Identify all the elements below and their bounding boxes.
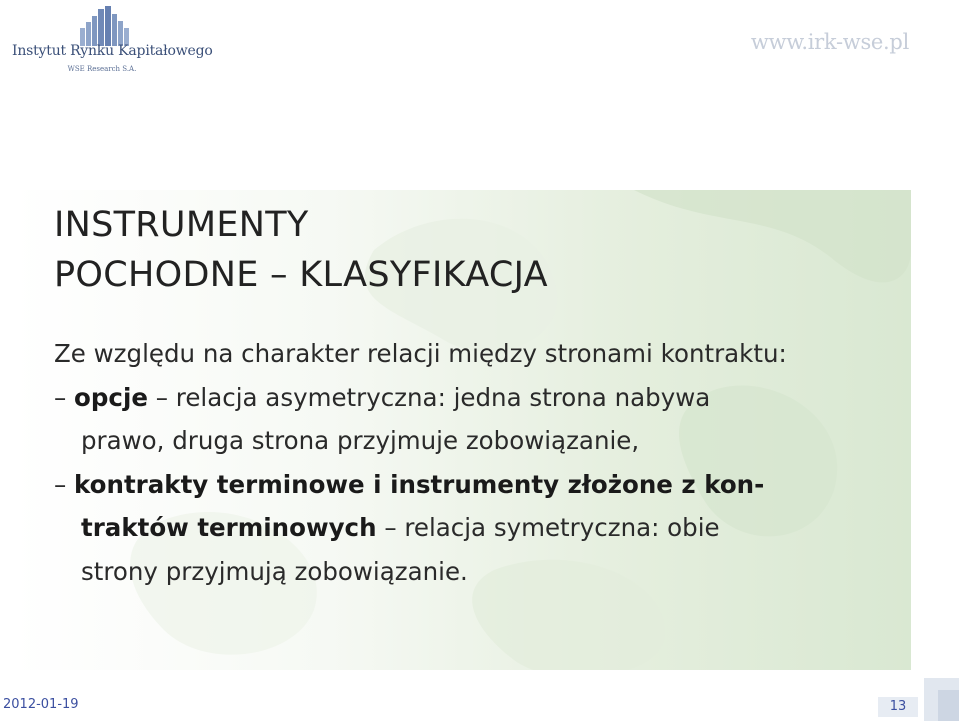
list-dash: – <box>54 382 67 412</box>
term-forwards-continued: traktów terminowych <box>81 513 377 542</box>
term-options: opcje <box>74 382 148 412</box>
logo-name: Instytut Rynku Kapitałowego <box>12 43 213 59</box>
site-url: www.irk-wse.pl <box>750 30 909 54</box>
slide-title-line-1: INSTRUMENTY <box>54 205 309 245</box>
forwards-relation: – relacja symetryczna: obie <box>384 513 720 542</box>
list-item-options <box>54 376 787 420</box>
slide-title <box>54 200 548 300</box>
slide-body <box>54 332 787 593</box>
slide-panel <box>14 190 911 670</box>
term-forwards: kontrakty terminowe i instrumenty złożone z kon- <box>74 469 765 499</box>
corner-decoration-inner <box>938 690 959 721</box>
logo-subtitle: WSE Research S.A. <box>67 65 137 73</box>
list-item-forwards <box>54 463 787 507</box>
irk-logo <box>12 6 213 80</box>
page-number: 13 <box>878 697 918 717</box>
options-description: – relacja asymetryczna: jedna strona nabywa <box>155 382 711 412</box>
buildings-logo-icon <box>78 6 130 46</box>
list-dash: – <box>54 469 67 499</box>
slide-title-line-2: POCHODNE – KLASYFIKACJA <box>54 255 548 295</box>
forwards-description <box>54 506 787 550</box>
options-description-continued: prawo, druga strona przyjmuje zobowiązanie, <box>81 426 640 455</box>
forwards-description-continued: strony przyjmują zobowiązanie. <box>81 556 468 586</box>
footer-date: 2012-01-19 <box>3 697 79 712</box>
intro-text: Ze względu na charakter relacji między stronami kontraktu: <box>54 339 787 368</box>
